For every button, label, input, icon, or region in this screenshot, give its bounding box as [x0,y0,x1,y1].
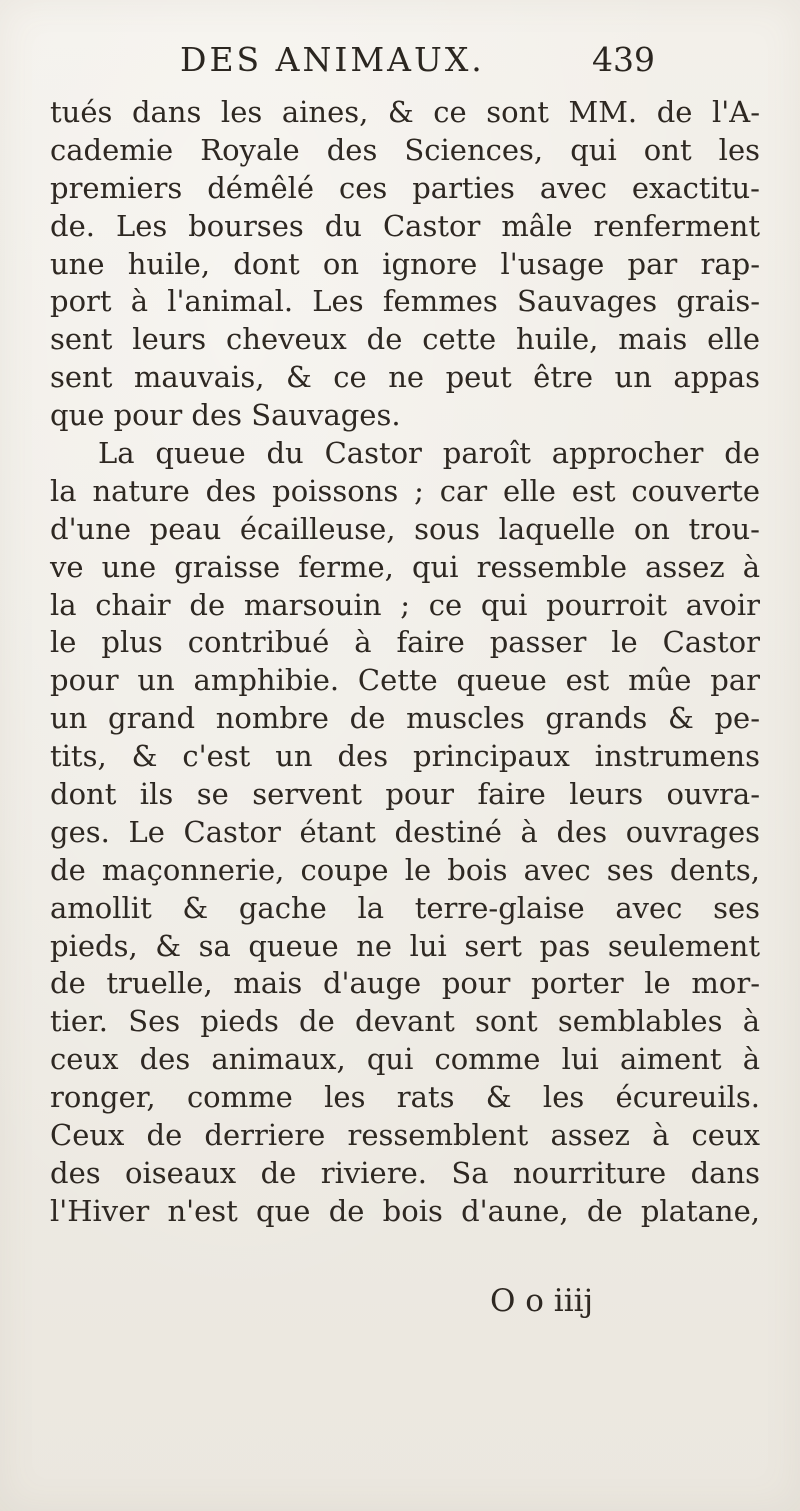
text-line: Ceux de derriere ressemblent assez à ceux [50,1118,760,1153]
text-line: ronger, comme les rats & les écureuils. [50,1080,760,1115]
text-line: dont ils se servent pour faire leurs ouvra- [50,777,760,812]
text-line: amollit & gache la terre-glaise avec ses [50,890,760,925]
text-line: sent mauvais, & ce ne peut être un appas [50,360,760,395]
text-line: ve une graisse ferme, qui ressemble assez à [50,549,760,584]
text-line: pour un amphibie. Cette queue est mûe par [50,663,760,698]
text-line: l'Hiver n'est que de bois d'aune, de platane, [50,1193,760,1228]
text-line: premiers démêlé ces parties avec exactitu- [50,170,760,205]
paragraph-start-line: La queue du Castor paroît approcher de [98,436,760,471]
text-line: la nature des poissons ; car elle est couverte [50,473,760,508]
text-line: d'une peau écailleuse, sous laquelle on trou- [50,511,760,546]
text-line: ges. Le Castor étant destiné à des ouvrages [50,814,760,849]
text-line: de maçonnerie, coupe le bois avec ses dents, [50,852,760,887]
text-line: sent leurs cheveux de cette huile, mais elle [50,322,760,357]
text-line: pieds, & sa queue ne lui sert pas seulement [50,928,760,963]
text-line: tués dans les aines, & ce sont MM. de l'A- [50,95,760,129]
page-header [0,40,800,96]
body-text [50,94,760,1231]
text-line: le plus contribué à faire passer le Castor [50,625,760,660]
text-line: tier. Ses pieds de devant sont semblables à [50,1004,760,1039]
text-line: de. Les bourses du Castor mâle renferment [50,208,760,243]
signature-mark: O o iiij [490,1283,594,1319]
text-line: tits, & c'est un des principaux instrumens [50,739,760,774]
running-title: DES ANIMAUX. [180,40,485,79]
text-line: ceux des animaux, qui comme lui aiment à [50,1042,760,1077]
text-line: des oiseaux de riviere. Sa nourriture dans [50,1155,760,1190]
paragraph-end-line: que pour des Sauvages. [50,398,401,433]
text-line: une huile, dont on ignore l'usage par rap- [50,246,760,281]
page-number: 439 [592,40,655,79]
text-line: un grand nombre de muscles grands & pe- [50,701,760,736]
text-line: port à l'animal. Les femmes Sauvages grais- [50,284,760,319]
text-line: de truelle, mais d'auge pour porter le mor- [50,966,760,1001]
text-line: cademie Royale des Sciences, qui ont les [50,132,760,167]
text-line: la chair de marsouin ; ce qui pourroit avoir [50,587,760,622]
